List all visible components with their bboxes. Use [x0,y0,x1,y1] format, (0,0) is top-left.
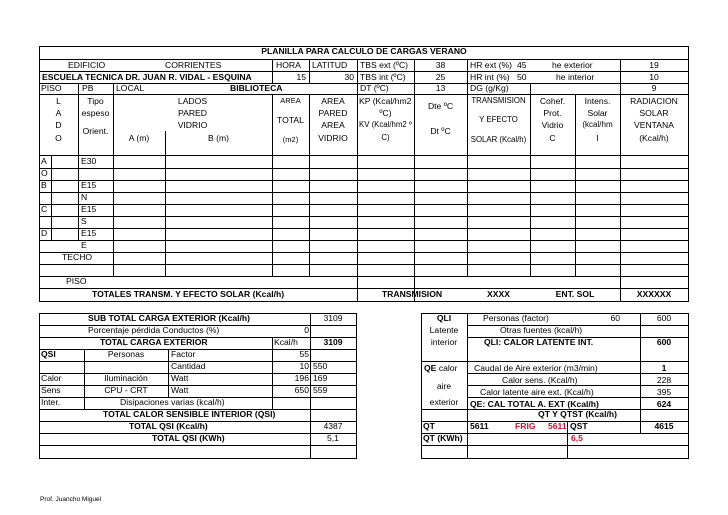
col-m2: (m2) [282,135,299,144]
tbs-int-label: TBS int (ºC) [360,72,406,82]
row-techo: TECHO [62,252,93,262]
local-value: BIBLIOTECA [230,83,283,93]
total-sens-label: TOTAL CALOR SENSIBLE INTERIOR (QSI) [103,409,276,419]
qli-total-label: QLI: CALOR LATENTE INT. [484,337,594,347]
personas-factor-result: 600 [656,313,672,323]
watt-value-1: 196 [294,373,309,383]
col-dtc: Dt ºC [430,126,451,136]
edificio-label: EDIFICIO [68,60,106,70]
row-d-e: E15 [81,228,97,238]
qt-label: QT [423,421,435,431]
row-c-e: E15 [81,204,97,214]
calor-lat-label: Calor latente aire ext. (Kcal/h) [480,387,594,397]
col-cohef-3: Vidrio [541,120,564,130]
calor-label: Calor [41,373,62,383]
total-kwh-value: 5,1 [327,433,339,443]
col-area-vidrio-1: AREA [321,120,345,130]
total-qsi-label: TOTAL QSI (Kcal/h) [129,421,208,431]
corrientes-label: CORRIENTES [165,60,222,70]
cantidad-label: Cantidad [171,361,206,371]
col-orient: Orient. [82,126,109,136]
watt-label-1: Watt [171,373,189,383]
inter-label: Inter. [41,397,61,407]
col-transm-1: TRANSMISION [471,96,526,105]
col-lado-3: D [55,120,62,130]
qli-total-value: 600 [656,337,672,347]
qt-qtst-header: QT Y QTST (Kcal/h) [538,409,617,419]
dt-value: 13 [435,83,446,93]
factor-label: Factor [171,349,196,359]
totales-ent-sol: ENT. SOL [555,289,595,299]
col-intens-3: (kcal/hm [582,120,613,129]
qt-kwh-value: 6,5 [571,433,583,443]
qli-label: QLI [436,313,452,323]
dg-value: 9 [651,83,657,93]
col-area: AREA [280,96,301,105]
col-lado-2: A [55,108,62,118]
col-rad-4: (Kcal/h) [639,133,669,143]
he-interior-label: he interior [556,72,595,82]
iluminacion-label: Iluminación [104,373,148,383]
qe-total-label: QE: CAL TOTAL A. EXT (Kcal/h) [470,399,599,409]
col-kp-1: KP (Kcal/hm2 [359,96,412,106]
qt-value: 5611 [470,421,489,431]
col-lado-1: L [56,96,61,106]
col-rad-1: RADIACION [630,96,678,106]
tbs-int-value: 25 [435,72,446,82]
latente-label: Latente [429,325,459,335]
latitud-value: 30 [344,72,354,82]
he-exterior-value: 19 [649,60,659,70]
col-area-pared-1: AREA [321,96,345,106]
totales-transmision: TRANSMISION [381,289,443,299]
piso-label: PISO [41,83,62,93]
col-lado-4: O [55,133,62,143]
col-intens-2: Solar [587,108,608,118]
col-tipo: Tipo [87,96,104,106]
col-kp-2: ºC) [379,108,392,118]
porcentaje-value: 0 [304,325,309,335]
local-label: LOCAL [116,83,145,93]
totales-label: TOTALES TRANSM. Y EFECTO SOLAR (Kcal/h) [92,289,285,299]
qst-label: QST [570,421,588,431]
iluminacion-total: 169 [313,373,328,383]
col-rad-2: SOLAR [639,108,669,118]
tbs-ext-value: 38 [435,60,446,70]
personas-label: Personas [107,349,145,359]
row-a-e: E30 [81,156,97,166]
col-cohef-4: C [549,133,556,143]
disipaciones-label: Disipaciones varias (kcal/h) [120,397,225,407]
latitud-label: LATITUD [312,60,348,70]
totales-xxxx: XXXX [487,289,510,299]
qe-total-value: 624 [656,399,672,409]
row-piso: PISO [66,276,87,286]
row-o-label: O [41,168,48,178]
escuela-name: ESCUELA TECNICA DR. JUAN R. VIDAL - ESQUINA [42,72,252,82]
tbs-ext-label: TBS ext (ºC) [360,60,409,70]
page-title: PLANILLA PARA CALCULO DE CARGAS VERANO [261,46,467,56]
cpu-total: 559 [313,385,328,395]
col-total: TOTAL [277,115,304,125]
sub-total-value: 3109 [323,313,343,323]
qt-kwh-label: QT (KWh) [423,433,463,443]
aire-label: aire [436,381,452,391]
col-vidrio: VIDRIO [177,120,208,130]
hr-ext-value: 45 [517,60,527,70]
col-area-vidrio-2: VIDRIO [318,133,348,143]
cantidad-value: 10 [299,361,309,371]
row-b-label: B [41,180,47,190]
col-kv-1: KV (Kcal/hm2 º [359,120,412,129]
qsi-label: QSI [41,349,56,359]
row-d-e2: E [81,240,87,250]
caudal-value: 1 [661,363,667,373]
footer-author: Prof. Juancho Miguel [40,496,102,503]
sens-label: Sens [41,385,61,395]
col-b-m: B (m) [207,133,229,143]
col-area-pared-2: PARED [318,108,348,118]
otras-fuentes-label: Otras fuentes (kcal/h) [500,325,583,335]
hr-int-value: 50 [517,72,527,82]
col-rad-3: VENTANA [634,120,674,130]
totales-xxxxxx: XXXXXX [636,289,672,299]
qst-value: 4615 [654,421,674,431]
interior-label: interior [430,337,458,347]
row-c-s: S [81,216,87,226]
hr-int-label: HR int (%) [470,72,510,82]
frig-value: 5611 [548,421,567,431]
personas-factor-label: Personas (factor) [483,313,549,323]
col-cohef-1: Cohef. [539,96,566,106]
col-transm-2: Y EFECTO [479,115,518,124]
col-lados: LADOS [177,96,208,106]
row-a-label: A [41,156,47,166]
col-transm-3: SOLAR (Kcal/h) [470,135,527,144]
porcentaje-label: Porcentaje pérdida Conductos (%) [88,325,220,335]
calor-sens-value: 228 [656,375,672,385]
personas-total: 550 [313,361,328,371]
total-kwh-label: TOTAL QSI (KWh) [152,433,225,443]
col-dte: Dte ºC [427,101,454,111]
col-cohef-2: Prot. [543,108,562,118]
he-exterior-label: he exterior [552,60,593,70]
row-d-label: D [41,228,48,238]
frig-label: FRIG [515,421,536,431]
col-intens-4: I [596,133,599,143]
personas-factor-value: 60 [610,313,620,323]
watt-label-2: Watt [171,385,189,395]
he-interior-value: 10 [649,72,659,82]
dg-label: DG (g/Kg) [470,83,509,93]
qe-calor-label: calor [438,363,458,373]
col-kv-2: C) [381,133,390,142]
total-ext-label: TOTAL CARGA EXTERIOR [100,337,208,347]
calor-sens-label: Calor sens. (Kcal/h) [502,375,578,385]
dt-label: DT (ºC) [360,83,389,93]
col-intens-1: Intens. [584,96,611,106]
col-a-m: A (m) [128,133,150,143]
hr-ext-label: HR ext (%) [470,60,513,70]
row-c-label: C [41,204,48,214]
hora-label: HORA [276,60,301,70]
total-qsi-value: 4387 [323,421,343,431]
calor-lat-value: 395 [656,387,672,397]
caudal-label: Caudal de Aire exterior (m3/min) [474,363,598,373]
hora-value: 15 [296,72,306,82]
qe-label: QE [424,363,437,373]
col-espeso: espeso [81,108,110,118]
col-pared: PARED [178,108,207,118]
factor-value: 55 [299,349,309,359]
cpu-label: CPU - CRT [104,385,148,395]
total-ext-unit: Kcal/h [274,337,298,347]
watt-value-2: 650 [294,385,309,395]
piso-value: PB [82,83,94,93]
row-b-e: E15 [81,180,97,190]
row-b-n: N [81,192,88,202]
exterior-label: exterior [429,397,459,407]
total-ext-value: 3109 [323,337,343,347]
sub-total-label: SUB TOTAL CARGA EXTERIOR (Kcal/h) [88,313,251,323]
